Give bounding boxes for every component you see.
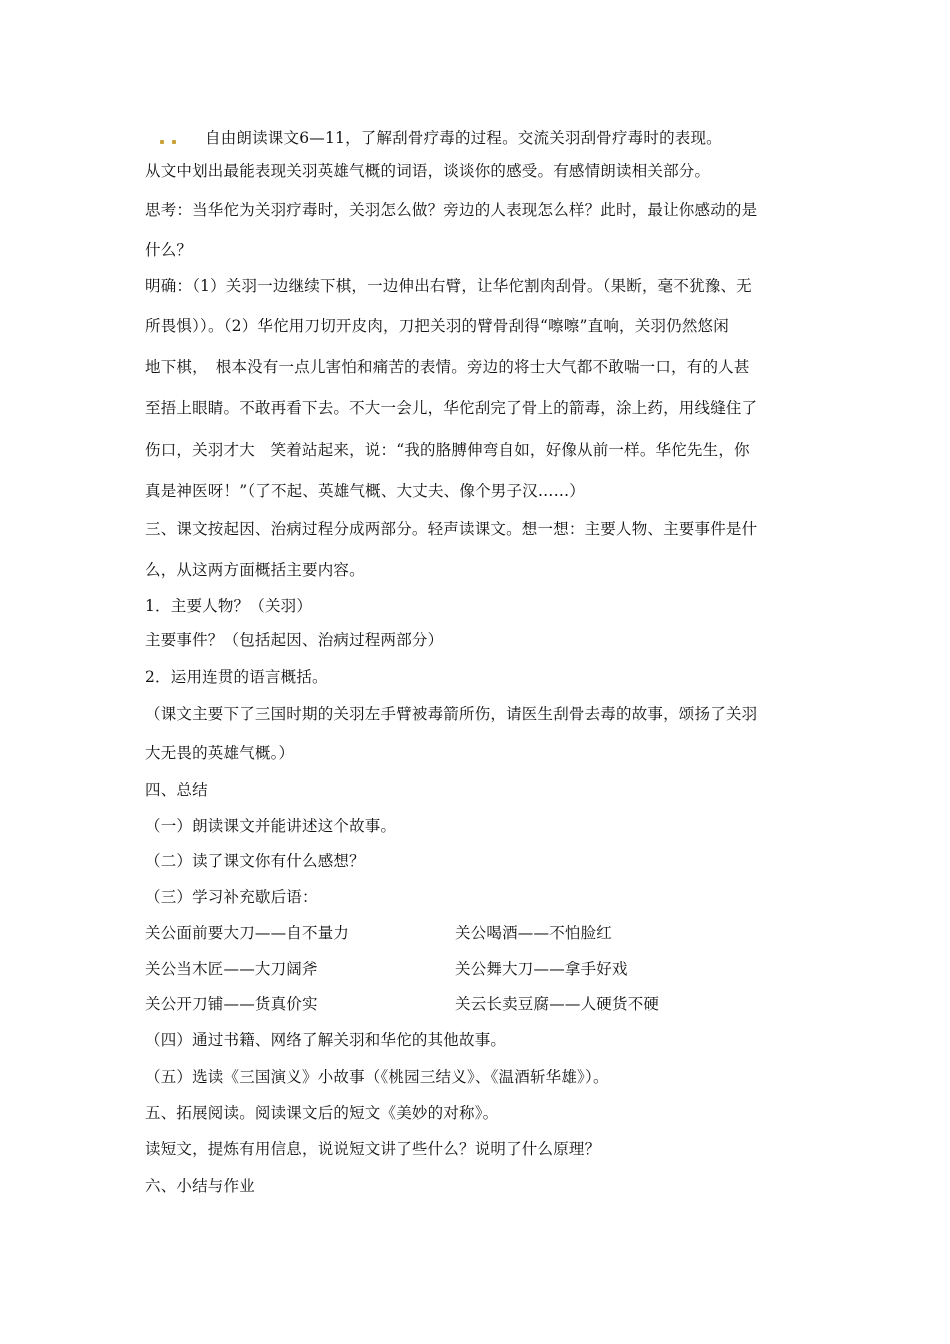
list-item: （三）学习补充歇后语： xyxy=(145,888,318,906)
paragraph-line: 主要事件？（包括起因、治病过程两部分） xyxy=(145,631,444,649)
saying-left: 关公当木匠——大刀阔斧 xyxy=(145,960,318,978)
section-heading: 五、拓展阅读。阅读课文后的短文《美妙的对称》。 xyxy=(145,1104,499,1122)
list-item: （五）选读《三国演义》小故事（《桃园三结义》、《温酒斩华雄》）。 xyxy=(145,1068,609,1086)
paragraph-line: 自由朗读课文6—11，了解刮骨疗毒的过程。交流关羽刮骨疗毒时的表现。 xyxy=(205,129,722,147)
paragraph-line: 从文中划出最能表现关羽英雄气概的词语，谈谈你的感受。有感情朗读相关部分。 xyxy=(145,162,711,180)
saying-right: 关公喝酒——不怕脸红 xyxy=(455,924,613,942)
paragraph-line: 大无畏的英雄气概。） xyxy=(145,744,295,762)
saying-left: 关公开刀铺——货真价实 xyxy=(145,995,318,1013)
list-item: （二）读了课文你有什么感想？ xyxy=(145,852,365,870)
paragraph-line: 读短文，提炼有用信息，说说短文讲了些什么？说明了什么原理？ xyxy=(145,1140,601,1158)
section-heading: 三、课文按起因、治病过程分成两部分。轻声读课文。想一想：主要人物、主要事件是什 xyxy=(145,520,758,538)
paragraph-line: 所畏惧））。（2）华佗用刀切开皮肉，刀把关羽的臂骨刮得“嚓嚓”直响，关羽仍然悠闲 xyxy=(145,317,729,335)
saying-left: 关公面前要大刀——自不量力 xyxy=(145,924,350,942)
saying-right: 关云长卖豆腐——人硬货不硬 xyxy=(455,995,660,1013)
paragraph-line: 至捂上眼睛。不敢再看下去。不大一会儿，华佗刮完了骨上的箭毒，涂上药，用线缝住了 xyxy=(145,399,758,417)
paragraph-line: 思考：当华佗为关羽疗毒时，关羽怎么做？旁边的人表现怎么样？此时，最让你感动的是 xyxy=(145,201,758,219)
paragraph-line: 么，从这两方面概括主要内容。 xyxy=(145,561,365,579)
paragraph-line: 什么？ xyxy=(145,241,193,259)
section-heading: 四、总结 xyxy=(145,781,208,799)
emphasis-dot xyxy=(172,140,176,144)
list-item: 2．运用连贯的语言概括。 xyxy=(145,668,328,686)
list-item: （四）通过书籍、网络了解关羽和华佗的其他故事。 xyxy=(145,1031,507,1049)
emphasis-dots xyxy=(158,140,182,146)
paragraph-line: （课文主要下了三国时期的关羽左手臂被毒箭所伤，请医生刮骨去毒的故事，颂扬了关羽 xyxy=(145,705,758,723)
paragraph-line: 明确：（1）关羽一边继续下棋，一边伸出右臂，让华佗割肉刮骨。（果断，毫不犹豫、无 xyxy=(145,277,752,295)
list-item: 1．主要人物？（关羽） xyxy=(145,597,313,615)
saying-right: 关公舞大刀——拿手好戏 xyxy=(455,960,628,978)
paragraph-line: 真是神医呀！”（了不起、英雄气概、大丈夫、像个男子汉……） xyxy=(145,482,585,500)
emphasis-dot xyxy=(160,140,164,144)
paragraph-line: 伤口，关羽才大 笑着站起来，说：“我的胳膊伸弯自如，好像从前一样。华佗先生，你 xyxy=(145,441,750,459)
paragraph-line: 地下棋， 根本没有一点儿害怕和痛苦的表情。旁边的将士大气都不敢喘一口，有的人甚 xyxy=(145,358,750,376)
list-item: （一）朗读课文并能讲述这个故事。 xyxy=(145,817,397,835)
section-heading: 六、小结与作业 xyxy=(145,1177,255,1195)
